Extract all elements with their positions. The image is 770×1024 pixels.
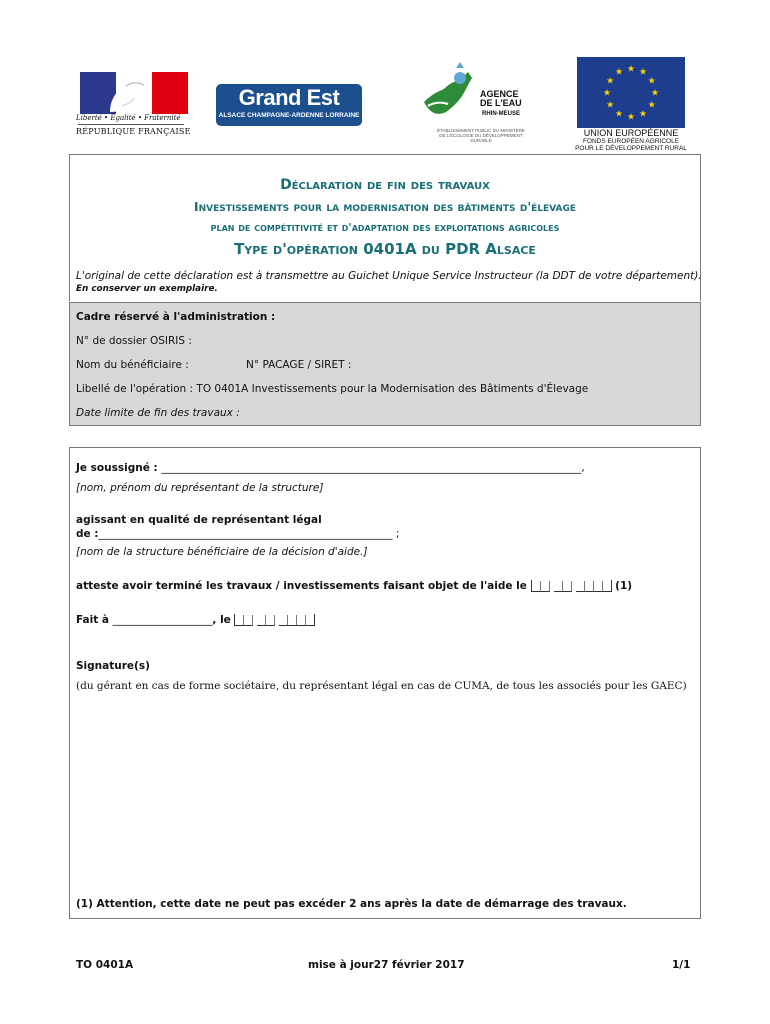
page-number: 1/1 bbox=[672, 959, 691, 971]
qualite-line bbox=[76, 528, 399, 540]
atteste-label: atteste avoir terminé les travaux / investissements faisant objet de l'aide le bbox=[76, 580, 531, 592]
grand-est-logo bbox=[216, 84, 362, 126]
eu-star-icon: ★ bbox=[638, 67, 648, 78]
soussigne-line bbox=[76, 462, 585, 474]
operation-label: Libellé de l'opération : TO 0401A Investissements pour la Modernisation des Bâtiments d'Élevage bbox=[76, 383, 589, 395]
eu-star-icon: ★ bbox=[606, 100, 615, 111]
beneficiary-label: Nom du bénéficiaire : bbox=[76, 359, 189, 371]
deadline-label: Date limite de fin des travaux : bbox=[76, 407, 240, 419]
eu-star-icon: ★ bbox=[614, 67, 624, 78]
agence-eau-note: ÉTABLISSEMENT PUBLIC DU MINISTÈRE DE L'ÉCOLOGIE DU DÉVELOPPEMENT DURABLE bbox=[437, 128, 525, 143]
operation-type: Type d'opération 0401A du PDR Alsace bbox=[234, 240, 536, 258]
eu-star-icon: ★ bbox=[647, 76, 656, 87]
document-title: Déclaration de fin des travaux bbox=[280, 177, 490, 193]
marianne-icon bbox=[80, 72, 188, 114]
soussigne-hint: [nom, prénom du représentant de la structure] bbox=[76, 482, 324, 494]
eu-star-icon: ★ bbox=[650, 88, 660, 99]
atteste-footnote-ref: (1) bbox=[611, 580, 633, 592]
grand-est-subtitle: ALSACE CHAMPAGNE-ARDENNE LORRAINE bbox=[218, 112, 360, 119]
fait-a-label: Fait à bbox=[76, 614, 113, 626]
admin-heading: Cadre réservé à l'administration : bbox=[76, 311, 276, 323]
agence-eau-logo bbox=[420, 62, 532, 142]
document-plan: plan de compétitivité et d'adaptation des exploitations agricoles bbox=[210, 221, 560, 234]
declaration-box bbox=[69, 447, 701, 919]
agence-eau-title: AGENCE DE L'EAU bbox=[480, 89, 522, 108]
qualite-label: agissant en qualité de représentant légal bbox=[76, 514, 322, 526]
eu-star-icon: ★ bbox=[602, 88, 612, 99]
eu-star-icon: ★ bbox=[606, 76, 615, 87]
divider bbox=[78, 124, 184, 125]
qualite-hint: [nom de la structure bénéficiaire de la décision d'aide.] bbox=[76, 546, 368, 558]
qualite-de-label: de : bbox=[76, 528, 99, 540]
footer-date: mise à jour27 février 2017 bbox=[308, 959, 465, 971]
admin-box bbox=[69, 302, 701, 426]
signature-label: Signature(s) bbox=[76, 660, 150, 672]
osiris-label: N° de dossier OSIRIS : bbox=[76, 335, 192, 347]
qualite-end: ; bbox=[392, 528, 400, 540]
soussigne-label: Je soussigné : bbox=[76, 462, 162, 474]
eu-flag-icon bbox=[577, 57, 685, 128]
republique-motto: Liberté • Égalité • Fraternité bbox=[76, 114, 181, 122]
footer-reference: TO 0401A bbox=[76, 959, 134, 971]
eu-subtitle: FONDS EUROPÉEN AGRICOLE POUR LE DÉVELOPPEMENT RURAL bbox=[575, 138, 687, 152]
signature-area[interactable] bbox=[76, 700, 692, 880]
intro-text: L'original de cette déclaration est à transmettre au Guichet Unique Service Instructeur (la DDT de votre département). bbox=[76, 270, 702, 282]
atteste-line bbox=[76, 580, 632, 592]
republique-name: RÉPUBLIQUE FRANÇAISE bbox=[76, 127, 191, 136]
eu-star-icon: ★ bbox=[647, 100, 656, 111]
republique-francaise-logo bbox=[76, 70, 191, 142]
signature-hint: (du gérant en cas de forme sociétaire, du représentant légal en cas de CUMA, de tous les associés pour les GAEC) bbox=[76, 680, 687, 692]
structure-field[interactable]: ________________________________________________________ bbox=[98, 528, 393, 540]
footnote: (1) Attention, cette date ne peut pas excéder 2 ans après la date de démarrage des travaux. bbox=[76, 898, 627, 910]
soussigne-field[interactable]: ________________________________________________________________________________, bbox=[161, 462, 585, 474]
place-field[interactable]: ___________________ bbox=[112, 614, 213, 626]
intro-note: En conserver un exemplaire. bbox=[76, 284, 218, 294]
le-label: , le bbox=[212, 614, 235, 626]
eu-star-icon: ★ bbox=[626, 112, 636, 123]
eu-star-icon: ★ bbox=[626, 64, 636, 75]
pacage-label: N° PACAGE / SIRET : bbox=[246, 359, 352, 371]
fait-line bbox=[76, 614, 315, 626]
eu-title: UNION EUROPÉENNE bbox=[583, 128, 679, 138]
signature-date-field[interactable] bbox=[234, 614, 315, 626]
eu-star-icon: ★ bbox=[614, 109, 624, 120]
completion-date-field[interactable] bbox=[531, 580, 612, 592]
document-subtitle: Investissements pour la modernisation des bâtiments d'élevage bbox=[193, 199, 577, 214]
eu-star-icon: ★ bbox=[638, 109, 648, 120]
grand-est-name: Grand Est bbox=[238, 85, 340, 110]
agence-eau-subtitle: RHIN-MEUSE bbox=[482, 111, 521, 117]
france-map-icon bbox=[420, 62, 480, 126]
